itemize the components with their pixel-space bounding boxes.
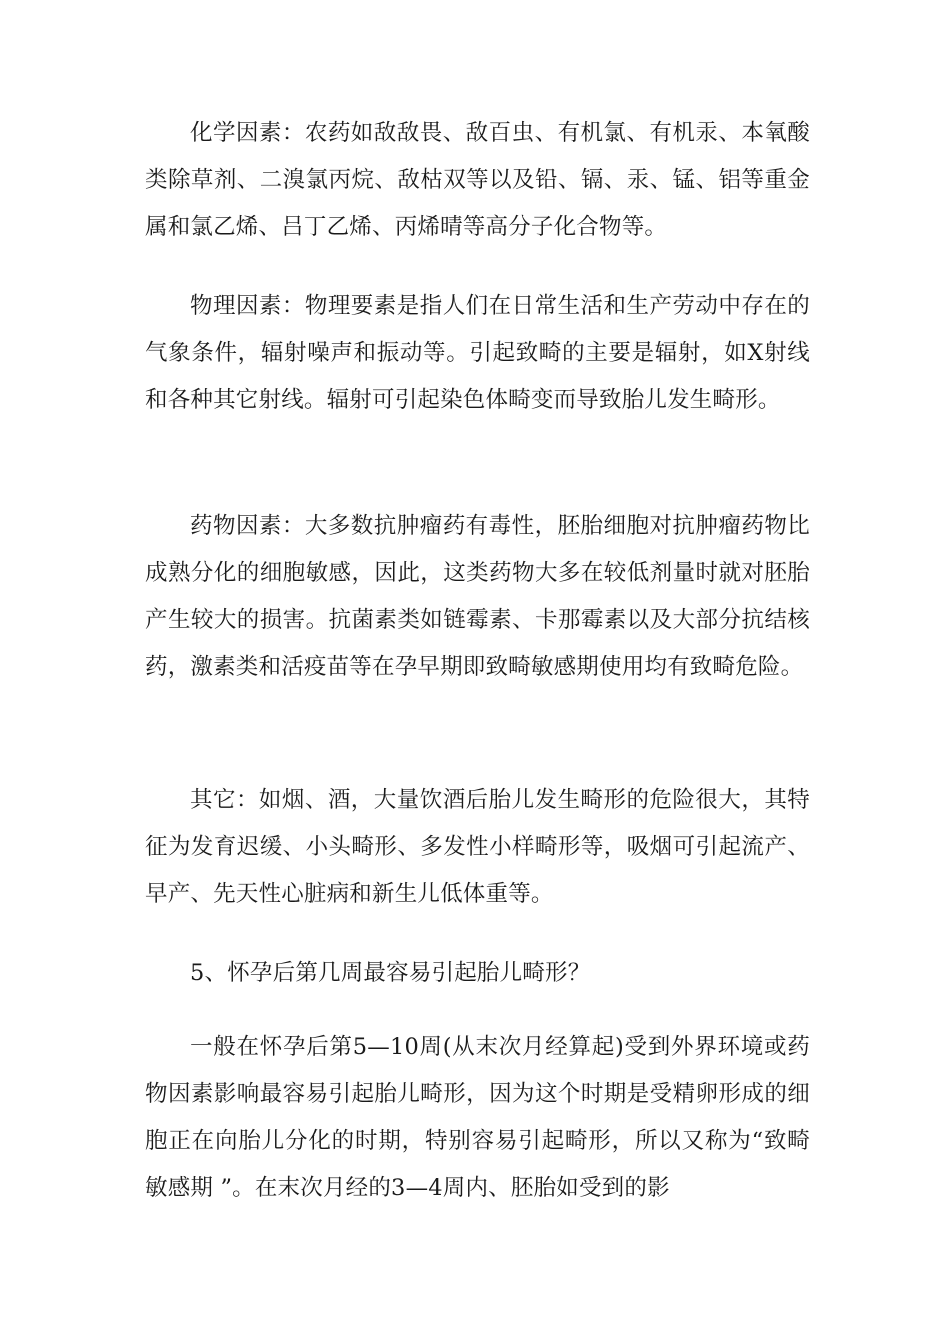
paragraph-drug-factors: 药物因素：大多数抗肿瘤药有毒性，胚胎细胞对抗肿瘤药物比成熟分化的细胞敏感，因此，这类药物大多在较低剂量时就对胚胎产生较大的损害。抗菌素类如链霉素、卡那霉素以及大部分抗结核药，激素类和活疫苗等在孕早期即致畸敏感期使用均有致畸危险。: [145, 513, 810, 680]
paragraph-chemical-factors: 化学因素：农药如敌敌畏、敌百虫、有机氯、有机汞、本氧酸类除草剂、二溴氯丙烷、敌枯双等以及铅、镉、汞、锰、铝等重金属和氯乙烯、吕丁乙烯、丙烯晴等高分子化合物等。: [145, 120, 810, 240]
section-heading-question-5: 5、怀孕后第几周最容易引起胎儿畸形？: [190, 960, 591, 986]
paragraph-answer-5: 一般在怀孕后第5—10周(从末次月经算起)受到外界环境或药物因素影响最容易引起胎儿畸形，因为这个时期是受精卵形成的细胞正在向胎儿分化的时期，特别容易引起畸形，所以又称为“致畸敏感期 ”。在末次月经的3—4周内、胚胎如受到的影: [145, 1034, 810, 1201]
paragraph-physical-factors: 物理因素：物理要素是指人们在日常生活和生产劳动中存在的气象条件，辐射噪声和振动等。引起致畸的主要是辐射，如X射线和各种其它射线。辐射可引起染色体畸变而导致胎儿发生畸形。: [145, 293, 810, 413]
paragraph-other-factors: 其它：如烟、酒，大量饮酒后胎儿发生畸形的危险很大，其特征为发育迟缓、小头畸形、多发性小样畸形等，吸烟可引起流产、早产、先天性心脏病和新生儿低体重等。: [145, 787, 810, 907]
